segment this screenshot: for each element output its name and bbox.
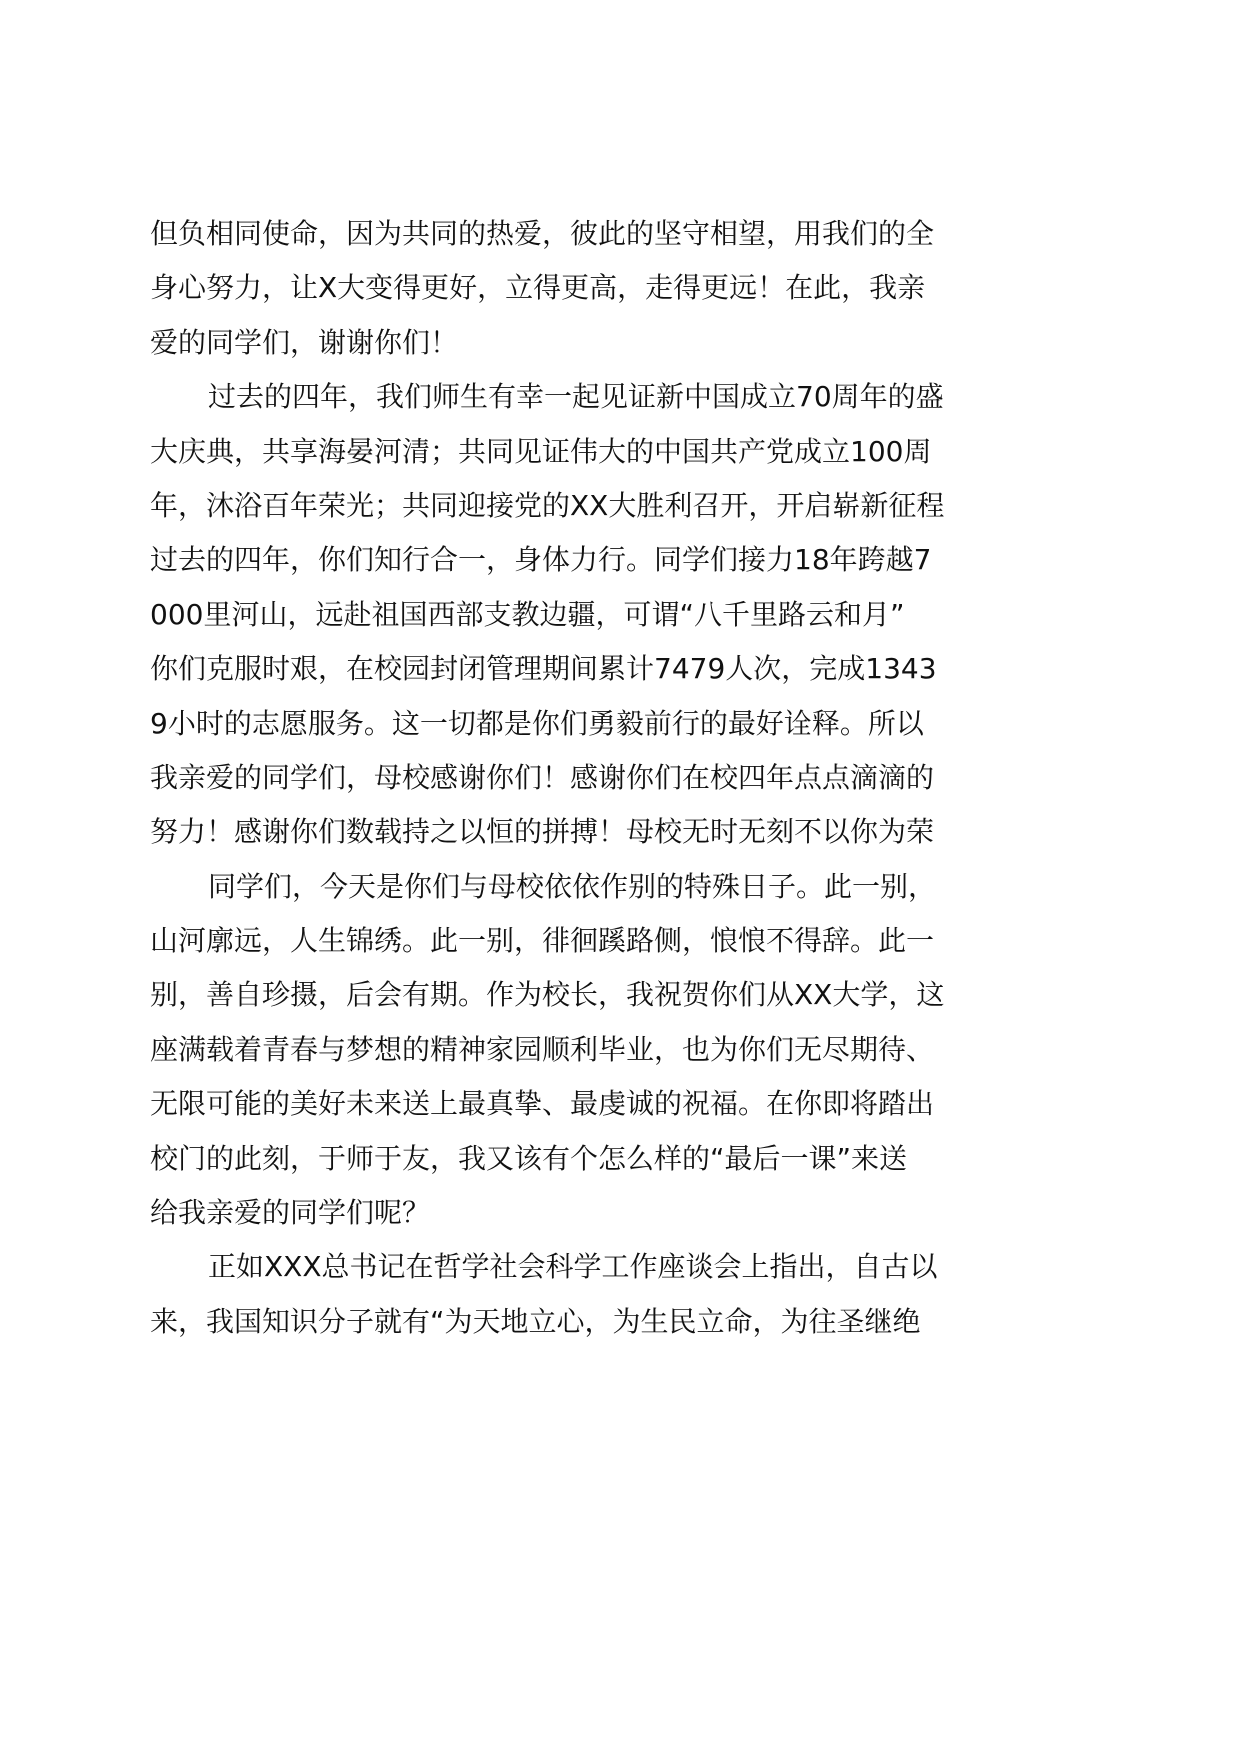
paragraph-start-line: 正如XXX总书记在哲学社会科学工作座谈会上指出，自古以 (208, 1250, 938, 1284)
text-line: 过去的四年，你们知行合一，身体力行。同学们接力18年跨越7 (150, 543, 932, 577)
text-line: 9小时的志愿服务。这一切都是你们勇毅前行的最好诠释。所以 (150, 706, 924, 740)
text-line: 给我亲爱的同学们呢？ (150, 1196, 431, 1230)
text-line: 我亲爱的同学们，母校感谢你们！感谢你们在校四年点点滴滴的 (150, 760, 935, 794)
document-body (150, 207, 1000, 1349)
text-line: 无限可能的美好未来送上最真挚、最虔诚的祝福。在你即将踏出 (150, 1087, 935, 1121)
text-line: 来，我国知识分子就有“为天地立心，为生民立命，为往圣继绝 (150, 1304, 921, 1338)
text-line: 身心努力，让X大变得更好，立得更高，走得更远！在此，我亲 (150, 271, 926, 305)
text-line: 别，善自珍摄，后会有期。作为校长，我祝贺你们从XX大学，这 (150, 978, 945, 1012)
text-line: 你们克服时艰，在校园封闭管理期间累计7479人次，完成1343 (150, 652, 937, 686)
text-line: 年，沐浴百年荣光；共同迎接党的XX大胜利召开，开启崭新征程 (150, 488, 945, 522)
paragraph-start-line: 过去的四年，我们师生有幸一起见证新中国成立70周年的盛 (208, 380, 944, 414)
text-line: 座满载着青春与梦想的精神家园顺利毕业，也为你们无尽期待、 (150, 1032, 935, 1066)
text-line: 000里河山，远赴祖国西部支教边疆，可谓“八千里路云和月” (150, 597, 905, 631)
paragraph-start-line: 同学们，今天是你们与母校依依作别的特殊日子。此一别， (208, 869, 937, 903)
text-line: 校门的此刻，于师于友，我又该有个怎么样的“最后一课”来送 (150, 1141, 908, 1175)
text-line: 努力！感谢你们数载持之以恒的拼搏！母校无时无刻不以你为荣 (150, 815, 935, 849)
text-line: 山河廓远，人生锦绣。此一别，徘徊蹊路侧，悢悢不得辞。此一 (150, 924, 935, 958)
text-line: 大庆典，共享海晏河清；共同见证伟大的中国共产党成立100周 (150, 434, 932, 468)
text-line: 但负相同使命，因为共同的热爱，彼此的坚守相望，用我们的全 (150, 217, 935, 250)
text-line: 爱的同学们，谢谢你们！ (150, 325, 459, 359)
